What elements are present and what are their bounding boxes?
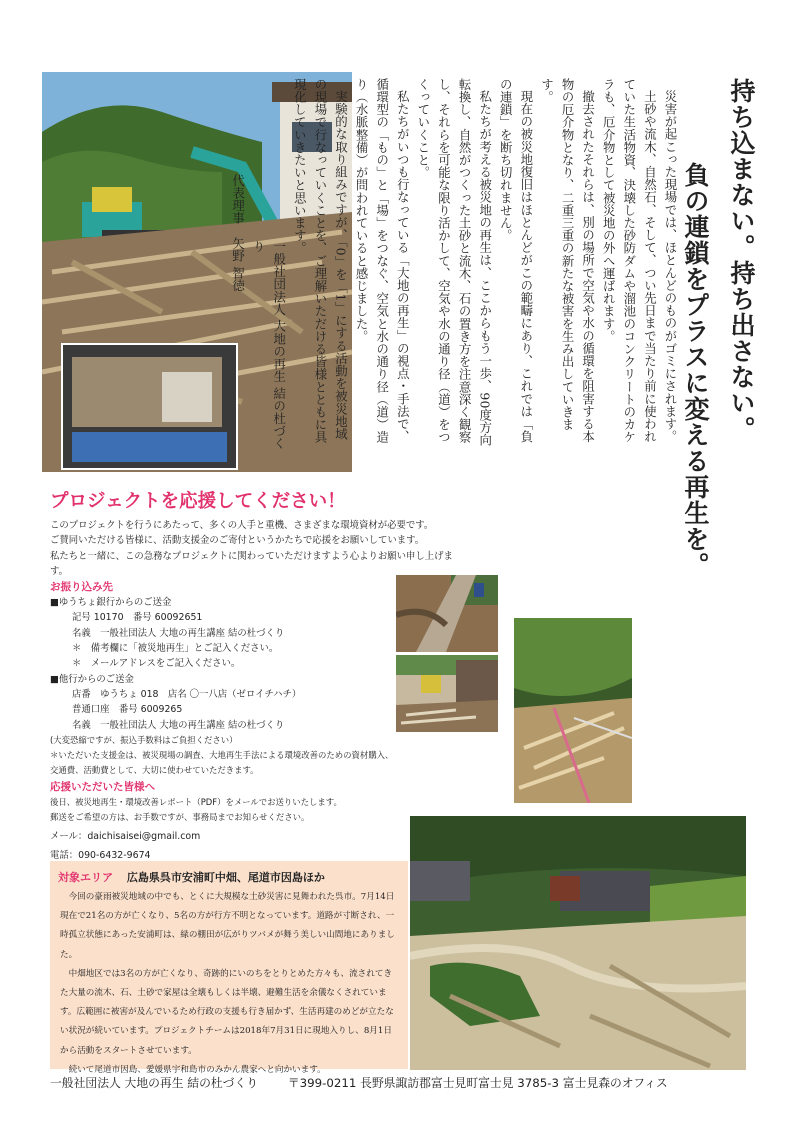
- body-paragraph: 土砂や流木、自然石、そして、つい先日まで当たり前に使われていた生活物資、決壊した砂防ダムや溜池のコンクリートのカケラも、厄介物として被災地の外へ運ばれます。: [601, 78, 658, 444]
- target-area-heading: [58, 869, 325, 885]
- use-note: ＊いただいた支援金は、被災現場の調査、大地再生手法による環境改善のための資材購入、: [50, 750, 394, 761]
- area-paragraph: 今回の豪雨被災地域の中でも、とくに大規模な土砂災害に見舞われた呉市。7月14日現在で21名の方が亡くなり、5名の方が行方不明となっています。道路が寸断され、一時孤立状態にあった安浦町は、緑の棚田が広がりツバメが舞う美しい山間地にありました。: [60, 892, 395, 960]
- footer: [50, 1074, 694, 1091]
- footer-org: 一般社団法人 大地の再生 結の杜づくり: [50, 1076, 259, 1090]
- target-area-title: 広島県呉市安浦町中畑、尾道市因島ほか: [126, 871, 325, 884]
- body-paragraph: 実験的な取り組みですが、「0」を「1」にする活動を被災地域の現場で行なっていくことを、ご理解いただける皆様とともに具現化していきたいと思います。: [292, 78, 349, 444]
- other-bank-line: 店番 ゆうちょ 018 店名 〇一八店（ゼロイチハチ）: [72, 688, 302, 700]
- use-note-2: 交通費、活動費として、大切に使わせていただきます。: [50, 765, 259, 776]
- debris-roots-photo: [514, 618, 632, 803]
- signature-org: 一般社団法人 大地の再生 結の杜づくり: [251, 240, 287, 450]
- contact-phone: 電話：090-6432-9674: [50, 849, 151, 861]
- body-text: [227, 78, 680, 450]
- project-intro: ご賛同いただける皆様に、活動支援金のご寄付というかたちで応援をお願いしています。: [50, 535, 425, 547]
- other-bank-line: 普通口座 番号 6009265: [72, 704, 183, 716]
- body-paragraph: 私たちが考える被災地の再生は、ここからもう一歩、90度方向転換し、自然がつくった土砂と流木、石の置き方を注意深く観察し、それらを可能な限り活かして、空気や水の通り径（道）をつくっていくこと。: [415, 78, 493, 447]
- target-area-label: 対象エリア: [58, 871, 113, 884]
- headline-line2: 負の連鎖をプラスに変える再生を。: [681, 162, 710, 578]
- yucho-line: 名義 一般社団法人 大地の再生講座 結の杜づくり: [72, 627, 285, 639]
- other-bank-title: ■他行からのご送金: [50, 673, 134, 685]
- headline: [672, 78, 764, 578]
- target-area-text: [60, 888, 398, 1080]
- body-paragraph: 現在の被災地復旧はほとんどがこの範疇にあり、これでは「負の連鎖」を断ち切れません。: [498, 78, 534, 444]
- yucho-line: ＊ 備考欄に「被災地再生」とご記入ください。: [72, 643, 279, 655]
- fee-note: (大変恐縮ですが、振込手数料はご負担ください）: [50, 734, 238, 745]
- contact-email[interactable]: メール：daichisaisei@gmail.com: [50, 831, 201, 843]
- area-paragraph: 中畑地区では3名の方が亡くなり、奇跡的にいのちをとりとめた方々も、流されてきた大量の流木、石、土砂で家屋は全壊もしくは半壊、避難生活を余儀なくされています。広範囲に被害が及んでいるため行政の支援も行き届かず、生活再建のめどが立たない状況が続いています。プロジェクトチームは2018年7月31日に現地入りし、8月1日から活動をスタートさせています。: [60, 968, 394, 1056]
- project-intro: 私たちと一緒に、この急務なプロジェクトに関わっていただけますよう心よりお願い申し上げます。: [50, 550, 453, 577]
- project-heading: プロジェクトを応援してください！: [50, 491, 346, 512]
- target-area-box: [50, 861, 408, 1075]
- transfer-title: お振り込み先: [50, 581, 113, 594]
- yucho-title: ■ゆうちょ銀行からのご送金: [50, 597, 172, 609]
- thanks-title: 応援いただいた皆様へ: [50, 780, 155, 793]
- footer-address: 〒399-0211 長野県諏訪郡富士見町富士見 3785-3 富士見森のオフィス: [287, 1076, 668, 1090]
- project-intro: このプロジェクトを行うにあたって、多くの人手と重機、さまざまな環境資材が必要です。: [50, 520, 434, 531]
- body-paragraph: 撤去されたそれらは、別の場所で空気や水の循環を阻害する本物の厄介物となり、二重三重の新たな被害を生み出していきます。: [539, 78, 596, 444]
- trench-photo: [396, 575, 498, 652]
- village-landslide-photo: [410, 816, 746, 1070]
- signature-rep: 代表理事 矢野 智徳: [230, 174, 246, 292]
- thanks-line: 後日、被災地再生・環境改善レポート（PDF）をメールでお送りいたします。: [50, 796, 342, 807]
- yucho-line: 記号 10170 番号 60092651: [72, 612, 203, 624]
- excavator-site-photo: [396, 655, 498, 732]
- other-bank-line: 名義 一般社団法人 大地の再生講座 結の杜づくり: [72, 719, 285, 731]
- body-paragraph: 私たちがいつも行なっている「大地の再生」の視点・手法で、循環型の「もの」と「場」をつなぐ、空気と水の通り径（道）造り（水脈整備）が問われていると感じました。: [354, 78, 411, 444]
- headline-line1: 持ち込まない。持ち出さない。: [727, 78, 756, 442]
- yucho-line: ＊ メールアドレスをご記入ください。: [72, 658, 241, 670]
- body-paragraph: 災害が起こった現場では、ほとんどのものがゴミにされます。: [663, 90, 678, 444]
- area-paragraph: 続いて尾道市因島、愛媛県宇和島市のみかん農家へと向かいます。: [68, 1064, 326, 1075]
- thanks-line: 郵送をご希望の方は、お手数ですが、事務局までお知らせください。: [50, 812, 310, 823]
